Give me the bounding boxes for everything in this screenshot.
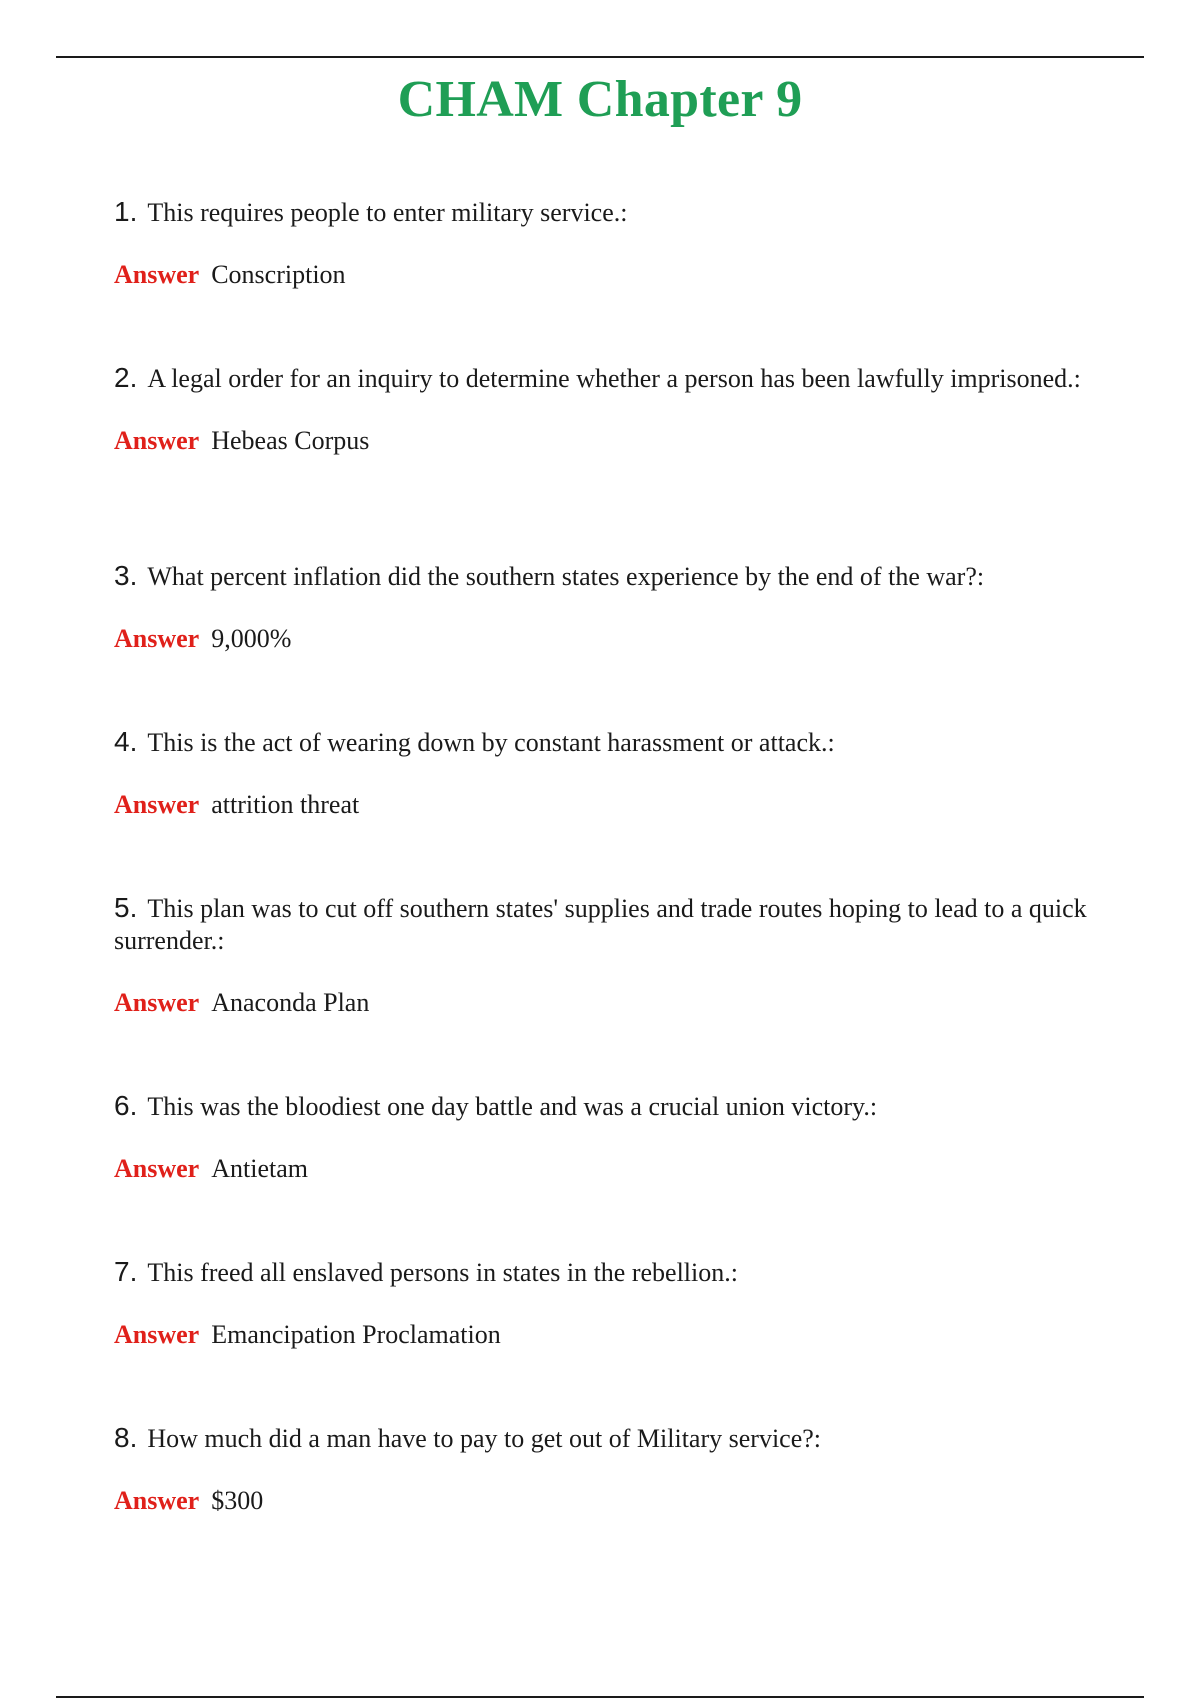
answer-line — [114, 425, 1114, 457]
answer-line — [114, 789, 1114, 821]
bottom-rule — [56, 1696, 1144, 1698]
answer-label: Answer — [114, 624, 200, 653]
qa-item-7 — [114, 1256, 1114, 1422]
answer-label: Answer — [114, 1154, 200, 1183]
qa-item-4 — [114, 726, 1114, 892]
answer-text: Emancipation Proclamation — [211, 1320, 501, 1349]
answer-line — [114, 1485, 1114, 1517]
qa-item-5 — [114, 892, 1114, 1090]
qa-item-8 — [114, 1422, 1114, 1588]
answer-line — [114, 623, 1114, 655]
question-text: This was the bloodiest one day battle and was a crucial union victory.: — [147, 1092, 878, 1121]
answer-text: 9,000% — [211, 624, 292, 653]
qa-item-1 — [114, 196, 1114, 362]
question — [114, 196, 1114, 229]
question — [114, 1256, 1114, 1289]
answer-label: Answer — [114, 988, 200, 1017]
qa-list — [114, 196, 1114, 1588]
question-number: 3. — [114, 560, 138, 591]
answer-text: Hebeas Corpus — [211, 426, 370, 455]
answer-line — [114, 987, 1114, 1019]
question — [114, 1422, 1114, 1455]
question-number: 7. — [114, 1256, 138, 1287]
question — [114, 362, 1114, 395]
answer-text: attrition threat — [211, 790, 360, 819]
question-text: This plan was to cut off southern states' supplies and trade routes hoping to lead to a quick surrender.: — [114, 894, 1087, 955]
answer-label: Answer — [114, 1320, 200, 1349]
qa-item-3 — [114, 560, 1114, 726]
answer-label: Answer — [114, 1486, 200, 1515]
question-number: 6. — [114, 1090, 138, 1121]
question-text: How much did a man have to pay to get out of Military service?: — [147, 1424, 822, 1453]
question-number: 2. — [114, 362, 138, 393]
answer-line — [114, 1319, 1114, 1351]
answer-label: Answer — [114, 790, 200, 819]
answer-text: Conscription — [211, 260, 346, 289]
question — [114, 726, 1114, 759]
question — [114, 892, 1114, 957]
page-title: CHAM Chapter 9 — [397, 71, 803, 128]
question-text: A legal order for an inquiry to determine whether a person has been lawfully imprisoned.: — [147, 364, 1081, 393]
answer-text: Antietam — [211, 1154, 308, 1183]
question-text: This requires people to enter military service.: — [147, 198, 628, 227]
question-text: This freed all enslaved persons in states in the rebellion.: — [147, 1258, 738, 1287]
question-text: What percent inflation did the southern states experience by the end of the war?: — [147, 562, 985, 591]
question-number: 5. — [114, 892, 138, 923]
answer-text: Anaconda Plan — [211, 988, 370, 1017]
question — [114, 560, 1114, 593]
question — [114, 1090, 1114, 1123]
top-rule — [56, 56, 1144, 58]
question-number: 8. — [114, 1422, 138, 1453]
question-number: 1. — [114, 196, 138, 227]
answer-label: Answer — [114, 260, 200, 289]
answer-line — [114, 1153, 1114, 1185]
answer-text: $300 — [211, 1486, 264, 1515]
question-number: 4. — [114, 726, 138, 757]
answer-label: Answer — [114, 426, 200, 455]
answer-line — [114, 259, 1114, 291]
qa-item-2 — [114, 362, 1114, 560]
qa-item-6 — [114, 1090, 1114, 1256]
question-text: This is the act of wearing down by constant harassment or attack.: — [147, 728, 835, 757]
